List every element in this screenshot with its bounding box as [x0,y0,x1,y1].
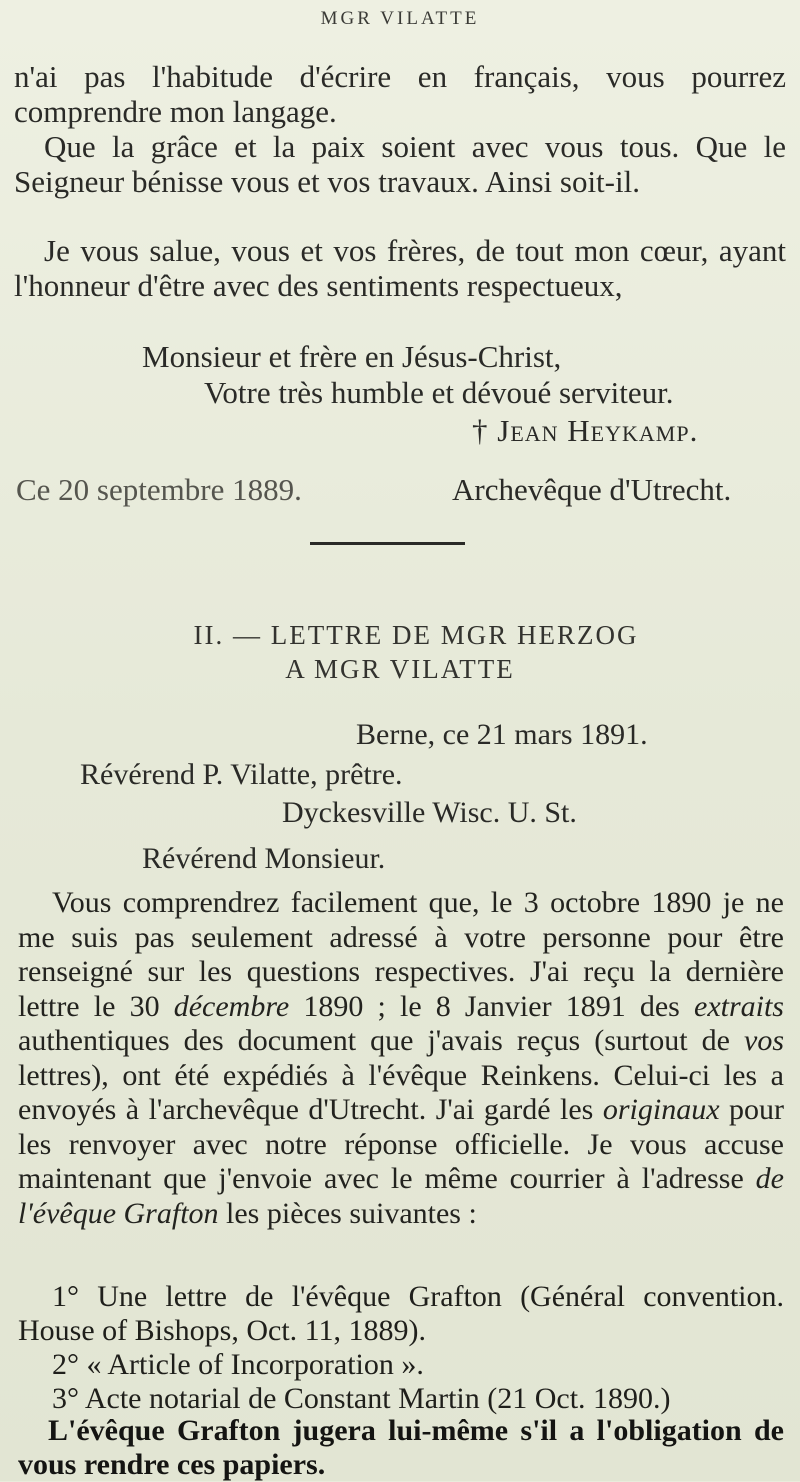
letter2-closing [18,1414,784,1482]
body-text-4: lettres), ont été expédiés à l'évêque Reinkens. Celui-ci les a envoyés à l'archevêque d'Utrecht. J'ai gardé les [18,1058,784,1126]
section-heading-line-2: A MGR VILATTE [285,654,515,684]
letter1-paragraph-1: n'ai pas l'habitude d'écrire en français, vous pourrez comprendre mon langage. [14,59,786,129]
body-text-2: 1890 ; le 8 Janvier 1891 des [289,989,694,1023]
body-text-6: les pièces suivantes : [218,1196,477,1230]
letter2-body [18,886,784,1231]
signature-name: † Jean Heykamp. [472,413,699,448]
letter1-paragraph-2-text: Que la grâce et la paix soient avec vous tous. Que le Seigneur bénisse vous et vos travaux. Ainsi soit-il. [14,129,786,199]
letter1-date: Ce 20 septembre 1889. [16,472,302,507]
list-item-text: 2° « Article of Incorporation ». [52,1348,424,1381]
body-text-5: pour les renvoyer avec notre réponse officielle. Je vous accuse maintenant que j'envoie avec le même courrier à l'adresse [18,1093,784,1195]
list-item [18,1280,784,1348]
letter1-paragraph-3 [14,234,786,303]
letter2-recipient-line-1: Révérend P. Vilatte, prêtre. [80,758,403,791]
letter1-signer-title: Archevêque d'Utrecht. [452,472,732,507]
letter1-paragraph-3-text: Je vous salue, vous et vos frères, de tout mon cœur, ayant l'honneur d'être avec des sentiments respectueux, [14,233,786,303]
list-item-text: 1° Une lettre de l'évêque Grafton (Général convention. House of Bishops, Oct. 11, 1889). [18,1280,784,1347]
body-italic-4: originaux [602,1093,720,1126]
body-text-1: Vous comprendrez facilement que, le 3 octobre 1890 je ne me suis pas seulement adressé à votre personne pour être renseigné sur les questions respectives. J'ai reçu la dernière lettre le 30 [18,886,784,1023]
running-head: MGR VILATTE [320,8,480,29]
letter2-salutation: Révérend Monsieur. [142,842,386,875]
body-italic-3: vos [744,1024,784,1057]
letter2-place-date: Berne, ce 21 mars 1891. [356,718,648,751]
letter2-recipient-line-2: Dyckesville Wisc. U. St. [282,796,577,829]
body-italic-1: décembre [173,989,290,1023]
letter1-paragraph-2 [14,130,786,199]
list-item-text: 3° Acte notarial de Constant Martin (21 Oct. 1890.) [52,1382,671,1415]
list-item [18,1348,784,1382]
enclosure-list [18,1280,784,1416]
signature-line-2: Votre très humble et dévoué serviteur. [204,375,674,410]
section-divider [310,542,465,545]
letter2-closing-text: L'évêque Grafton jugera lui-même s'il a l'obligation de vous rendre ces papiers. [18,1414,784,1481]
body-italic-2: extraits [694,989,784,1023]
body-italic-5: de l'évêque Grafton [18,1162,784,1230]
body-text-3: authentiques des document que j'avais reçus (surtout de [18,1024,744,1057]
section-heading-line-1: II. — LETTRE DE MGR HERZOG [193,620,639,650]
signature-line-1: Monsieur et frère en Jésus-Christ, [142,339,562,374]
list-item [18,1382,784,1416]
